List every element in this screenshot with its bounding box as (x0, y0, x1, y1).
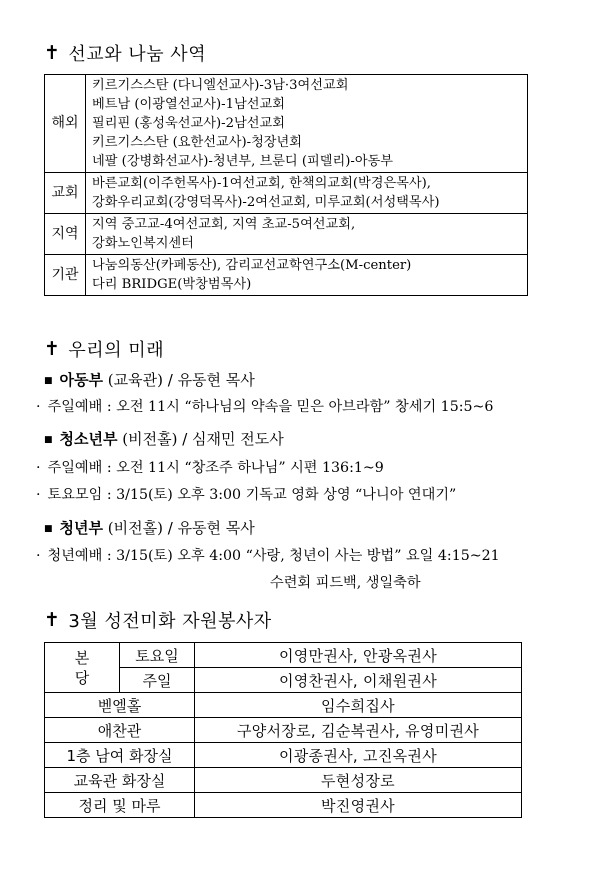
volunteer-row (45, 743, 522, 768)
section-title-future (44, 336, 164, 362)
mission-line: 베트남 (이광열선교사)-1남선교회 (92, 97, 285, 112)
dept-item (36, 457, 384, 477)
dept-separator: / (162, 371, 178, 389)
section-title-text: 3월 성전미화 자원봉사자 (68, 611, 272, 632)
dot-bullet-icon: · (36, 548, 41, 564)
mission-row-church (45, 173, 528, 214)
volunteer-row (45, 793, 522, 818)
volunteer-place: 주일 (120, 668, 195, 693)
mission-content (86, 214, 528, 255)
bondang-label-text: 본 당 (74, 648, 90, 687)
mission-table (44, 74, 528, 296)
volunteer-names: 구양서장로, 김순복권사, 유영미권사 (195, 718, 522, 743)
dept-name: 청년부 (59, 519, 103, 537)
mission-line: 필리핀 (홍성욱선교사)-2남선교회 (92, 116, 285, 131)
section-title-mission (44, 40, 206, 66)
mission-content (86, 255, 528, 296)
volunteer-row (45, 768, 522, 793)
dept-heading-young-adults (44, 517, 255, 538)
mission-content (86, 173, 528, 214)
section-title-text: 우리의 미래 (68, 340, 165, 361)
volunteer-table (44, 642, 522, 818)
section-title-volunteers (44, 607, 272, 633)
dept-place: (교육관) (107, 371, 163, 389)
dot-bullet-icon: · (36, 399, 41, 415)
dept-item (36, 545, 500, 565)
volunteer-place: 토요일 (120, 643, 195, 668)
cross-icon: ✝ (44, 609, 61, 631)
volunteer-place: 벧엘홀 (45, 693, 195, 718)
cross-icon: ✝ (44, 338, 61, 360)
volunteer-row (45, 643, 522, 668)
dept-name: 청소년부 (59, 430, 118, 448)
dept-item-text: 주일예배 : 오전 11시 “하나님의 약속을 믿은 아브라함” 창세기 15:5~6 (47, 399, 494, 415)
dept-item-text: 토요모임 : 3/15(토) 오후 3:00 기독교 영화 상영 “나니아 연대기” (47, 487, 457, 503)
mission-line: 지역 중고교-4여선교회, 지역 초교-5여선교회, (92, 217, 356, 232)
mission-line: 다리 BRIDGE(박창범목사) (92, 277, 252, 292)
dept-separator: / (177, 430, 193, 448)
dot-bullet-icon: · (36, 460, 41, 476)
square-bullet-icon: ■ (44, 524, 53, 534)
volunteer-place: 교육관 화장실 (45, 768, 195, 793)
mission-row-institution (45, 255, 528, 296)
mission-content (86, 75, 528, 173)
dept-item-text: 주일예배 : 오전 11시 “창조주 하나님” 시편 136:1~9 (47, 460, 384, 476)
volunteer-row (45, 693, 522, 718)
dept-leader: 유동현 목사 (177, 519, 255, 537)
volunteer-names: 박진영권사 (195, 793, 522, 818)
mission-row-region (45, 214, 528, 255)
volunteer-names: 임수희집사 (195, 693, 522, 718)
dept-item (36, 396, 493, 416)
mission-line: 바른교회(이주헌목사)-1여선교회, 한책의교회(박경은목사), (92, 176, 431, 191)
mission-line: 강화노인복지센터 (92, 236, 194, 251)
dept-leader: 심재민 전도사 (192, 430, 284, 448)
volunteer-names: 이광종권사, 고진옥권사 (195, 743, 522, 768)
square-bullet-icon: ■ (44, 435, 53, 445)
dept-item (36, 484, 456, 504)
volunteer-names: 이영만권사, 안광옥권사 (195, 643, 522, 668)
mission-line: 네팔 (강병화선교사)-청년부, 브룬디 (피델리)-아동부 (92, 154, 394, 169)
dept-name: 아동부 (59, 371, 103, 389)
mission-category: 교회 (45, 173, 86, 214)
section-title-text: 선교와 나눔 사역 (68, 44, 207, 65)
mission-line: 나눔의동산(카페동산), 감리교선교학연구소(M-center) (92, 258, 412, 273)
dept-heading-youth (44, 428, 284, 449)
mission-category: 해외 (45, 75, 86, 173)
square-bullet-icon: ■ (44, 376, 53, 386)
dept-separator: / (162, 519, 178, 537)
bondang-label (45, 643, 120, 693)
dept-item-continuation: 수련회 피드백, 생일축하 (270, 575, 421, 591)
volunteer-place: 1층 남여 화장실 (45, 743, 195, 768)
volunteer-place: 정리 및 마루 (45, 793, 195, 818)
cross-icon: ✝ (44, 42, 61, 64)
dept-leader: 유동현 목사 (177, 371, 255, 389)
mission-line: 키르기스스탄 (다니엘선교사)-3남·3여선교회 (92, 78, 349, 93)
mission-line: 강화우리교회(강영덕목사)-2여선교회, 미루교회(서성택목사) (92, 195, 440, 210)
volunteer-names: 두현성장로 (195, 768, 522, 793)
dept-place: (비전홀) (107, 519, 163, 537)
mission-category: 기관 (45, 255, 86, 296)
dept-heading-children (44, 369, 255, 390)
volunteer-row (45, 718, 522, 743)
mission-line: 키르기스스탄 (요한선교사)-청장년회 (92, 135, 303, 150)
volunteer-names: 이영찬권사, 이채원권사 (195, 668, 522, 693)
mission-row-overseas (45, 75, 528, 173)
volunteer-place: 애찬관 (45, 718, 195, 743)
dept-item-text: 청년예배 : 3/15(토) 오후 4:00 “사랑, 청년이 사는 방법” 요일 4:15~21 (47, 548, 500, 564)
mission-category: 지역 (45, 214, 86, 255)
dot-bullet-icon: · (36, 487, 41, 503)
dept-place: (비전홀) (122, 430, 178, 448)
